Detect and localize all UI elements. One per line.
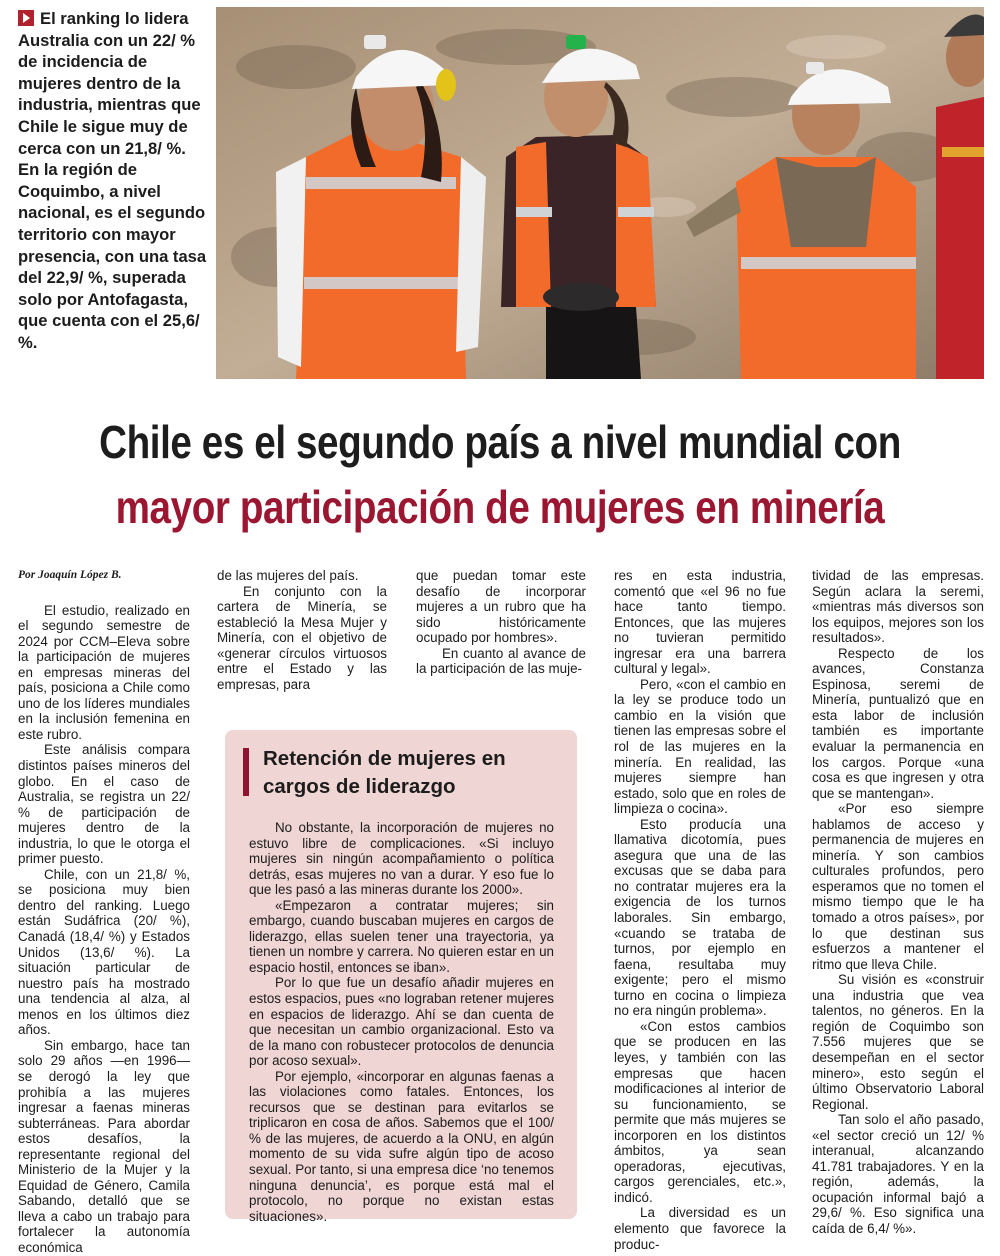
byline: Por Joaquín López B. (18, 569, 122, 581)
paragraph: Por lo que fue un desafío añadir mujeres en estos espacios, pues «no lograban retener mujeres en espacios de liderazgo. Ahí se dan cuenta de que necesitan un cambio organizacional. Esto va de la mano con robustecer protocolos de denuncia por acoso sexual». (249, 975, 554, 1069)
paragraph: En cuanto al avance de la participación de las muje- (416, 645, 586, 677)
paragraph: Esto producía una llamativa dicotomía, pues asegura que una de las excusas que se daba para no contratar mujeres era la exigencia de los turnos laborales. Sin embargo, «cuando se trataba de turnos, por ejemplo en faena, resultaba muy exigente; pero el mismo turno en cocina o limpieza no era ningún problema». (614, 816, 786, 1019)
paragraph: Tan solo el año pasado, «el sector creció un 12/ % interanual, alcanzando 41.781 trabajadores. Y en la región, además, la ocupación informal bajó a 29,6/ %. Eso significa una caída de 6,4/ %». (812, 1112, 984, 1236)
sidebar-body (249, 820, 554, 1224)
paragraph: Chile, con un 21,8/ %, se posiciona muy bien dentro del ranking. Luego están Sudáfrica (20/ %), Canadá (18,4/ %) y Estados Unidos (13,6/ %). La situación particular de nuestro país ha mostrado una tendencia al alza, al menos en los últimos diez años. (18, 866, 190, 1038)
paragraph: res en esta industria, comentó que «el 96 no fue hace tanto tiempo. Entonces, que las mujeres no tuvieran permitido ingresar era una barrera cultural y legal». (614, 568, 786, 677)
sidebar-title: Retención de mujeres en cargos de liderazgo (263, 747, 506, 798)
paragraph: Sin embargo, hace tan solo 29 años —en 1996— se derogó la ley que prohibía a las mujeres ingresar a faenas mineras subterráneas. Para abordar estos desafíos, la representante regional del Ministerio de la Mujer y la Equidad de Género, Camila Sabando, detalló que se lleva a cabo un trabajo para fortalecer la autonomía económica (18, 1037, 190, 1255)
paragraph: El estudio, realizado en el segundo semestre de 2024 por CCM–Eleva sobre la participación de mujeres en empresas mineras del país, posiciona a Chile como uno de los líderes mundiales en la inclusión femenina en este rubro. (18, 602, 190, 742)
article-column-1 (18, 568, 190, 1256)
article-column-5 (812, 568, 984, 1237)
paragraph: tividad de las empresas. Según aclara la seremi, «mientras más diversos son los equipos, mejores son los resultados». (812, 568, 984, 646)
headline-line-2: mayor participación de mujeres en minería (115, 481, 885, 533)
article-photo (216, 7, 984, 379)
sidebar-accent-bar (243, 748, 249, 796)
lede-text (18, 8, 208, 354)
article-column-2 (217, 568, 387, 692)
lede-body: El ranking lo lidera Australia con un 22/ % de incidencia de mujeres dentro de la industria, mientras que Chile le sigue muy de cerca con un 21,8/ %. En la región de Coquimbo, a nivel nacional, es el segundo territorio con mayor presencia, con una tasa del 22,9/ %, superada solo por Antofagasta, que cuenta con el 25,6/ %. (18, 9, 207, 352)
miners-photo-illustration (216, 7, 984, 379)
headline-line-1: Chile es el segundo país a nivel mundial con (99, 416, 901, 468)
paragraph: En conjunto con la cartera de Minería, se estableció la Mesa Mujer y Minería, con el objetivo de «generar círculos virtuosos entre el Estado y las empresas, para (217, 583, 387, 692)
paragraph: Por ejemplo, «incorporar en algunas faenas a las violaciones como fatales. Entonces, los recursos que se destinan para evitarlos se triplicaron en cosa de años. Sabemos que el 100/ % de las mujeres, de acuerdo a la ONU, en algún momento de su vida sufre algún tipo de acoso sexual. Por tanto, si una empresa dice ‘no tenemos ninguna denuncia’, es porque está mal el protocolo, no porque no existan estas situaciones». (249, 1068, 554, 1224)
paragraph: Su visión es «construir una industria que vea talentos, no géneros. En la región de Coquimbo son 7.556 mujeres que se desempeñan en el sector minero», esto según el último Observatorio Laboral Regional. (812, 972, 984, 1112)
paragraph: que puedan tomar este desafío de incorporar mujeres a un rubro que ha sido históricamente ocupado por hombres». (416, 568, 586, 646)
paragraph: No obstante, la incorporación de mujeres no estuvo libre de complicaciones. «Si incluyo mujeres sin ningún acompañamiento o política detrás, esas mujeres no van a durar. Y eso fue lo que les pasó a las mineras durante los 2000». (249, 820, 554, 898)
paragraph: Respecto de los avances, Constanza Espinosa, seremi de Minería, puntualizó que en esta labor de inclusión también es importante evaluar la permanencia en los cargos. Porque «una cosa es que ingresen y otra que se mantengan». (812, 645, 984, 801)
paragraph: Pero, «con el cambio en la ley se produce todo un cambio en la visión que tienen las empresas sobre el rol de las mujeres en la minería. En realidad, las mujeres siempre han estado, solo que en roles de limpieza o cocina». (614, 676, 786, 817)
paragraph: «Con estos cambios que se producen en las leyes, y también con las empresas que hacen modificaciones al interior de su funcionamiento, se permite que más mujeres se incorporen en los distintos ámbitos, ya sean operadoras, ejecutivas, cargos gerenciales, etc.», indicó. (614, 1018, 786, 1205)
paragraph: La diversidad es un elemento que favorece la produc- (614, 1205, 786, 1252)
paragraph: de las mujeres del país. (217, 568, 359, 583)
paragraph: «Por eso siempre hablamos de acceso y permanencia de mujeres en minería. Y son cambios culturales profundos, pero esperamos que no tomen el mismo tiempo que le ha tomado a otros países», por lo que destinan sus esfuerzos a mantener el ritmo que lleva Chile. (812, 801, 984, 972)
bullet-arrow-icon (18, 10, 34, 26)
sidebar-box (225, 730, 577, 1224)
article-column-4 (614, 568, 786, 1252)
article-column-3 (416, 568, 586, 677)
paragraph: Este análisis compara distintos países mineros del globo. En el caso de Australia, se registra un 22/ % de participación de mujeres dentro de la industria, lo que le otorga el primer puesto. (18, 742, 190, 867)
paragraph: «Empezaron a contratar mujeres; sin embargo, cuando buscaban mujeres en cargos de liderazgo, ellas suelen tener una trayectoria, ya tienen un nombre y carrera. No quieren estar en un espacio hostil, entonces se iban». (249, 897, 554, 975)
